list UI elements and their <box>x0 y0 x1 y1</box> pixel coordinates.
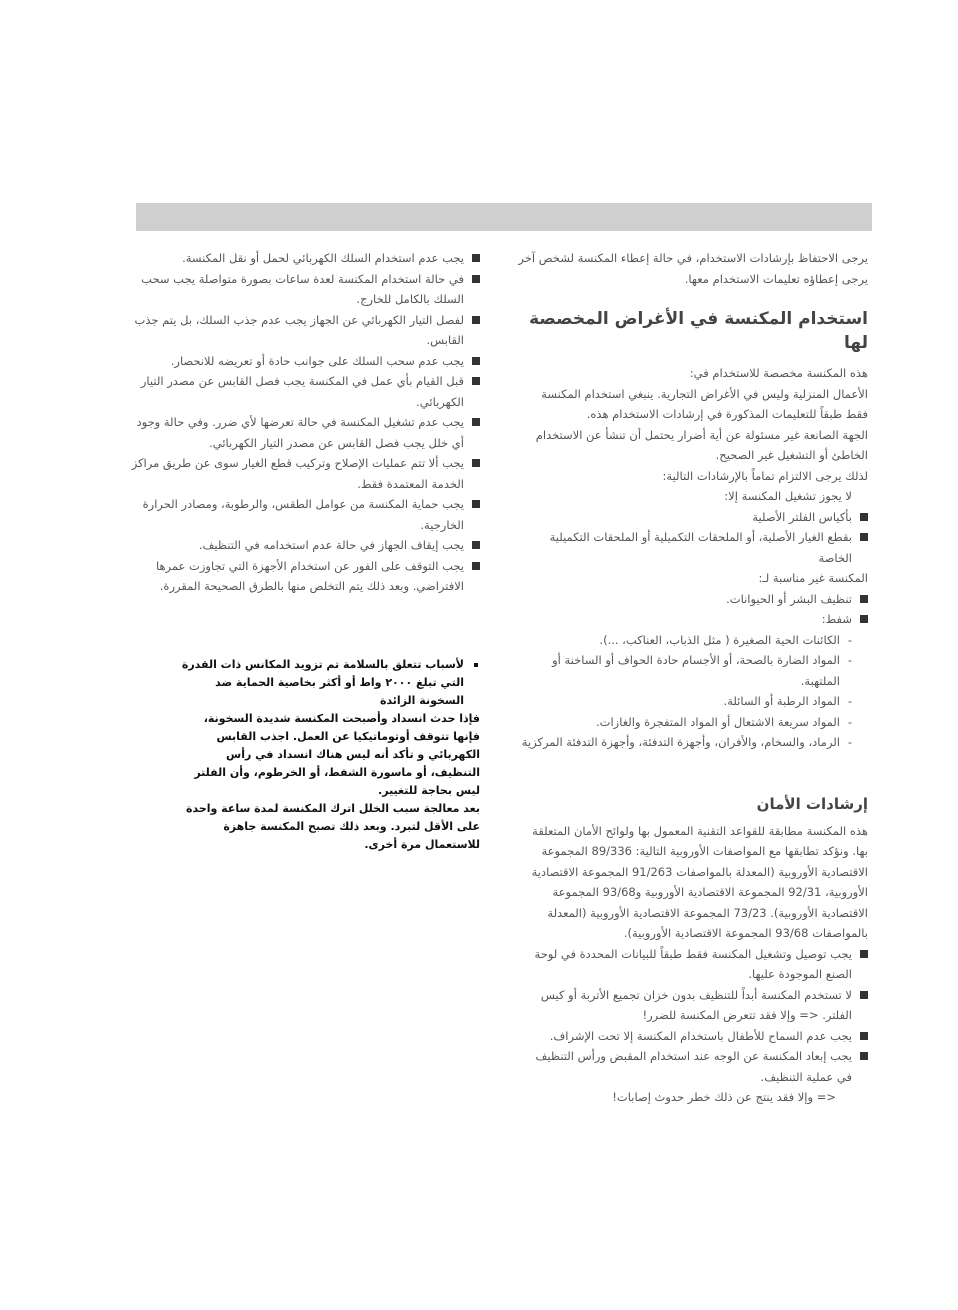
paragraph: لذلك يرجى الالتزام تماماً بالإرشادات التالية: <box>662 468 868 483</box>
warning-text: <= وإلا فقد ينتج عن ذلك خطر حدوث إصابات! <box>612 1090 836 1104</box>
list-item: - الرماد، والسخام، والأفران، وأجهزة التدفئة، وأجهزة التدفئة المركزية <box>518 732 852 753</box>
not-suitable-list <box>518 589 868 630</box>
list-item: يجب توصيل وتشغيل المكنسة فقط طبقاً للبيانات المحددة في لوحة الصنع الموجودة عليها. <box>518 944 868 985</box>
list-item: يجب التوقف على الفور عن استخدام الأجهزة التي تجاوزت عمرها الافتراضي. وبعد ذلك يتم التخلص منها بالطرق الصحيحة المقررة. <box>130 556 480 597</box>
list-item: لا تستخدم المكنسة أبداً للتنظيف بدون خزان تجميع الأتربة أو كيس الفلتر. <= وإلا فقد تتعرض المكنسة للضرر! <box>518 985 868 1026</box>
overheat-note-bullet: لأسباب تتعلق بالسلامة تم تزويد المكانس ذات القدرة التي تبلغ ٢٠٠٠ واط أو أكثر بخاصية الحماية ضد السخونة الزائدة <box>180 656 480 710</box>
list-item: يجب عدم استخدام السلك الكهربائي لحمل أو نقل المكنسة. <box>130 248 480 269</box>
list-item: - المواد الرطبة أو السائلة. <box>518 691 852 712</box>
paragraph: الجهة الصانعة غير مسئولة عن أية أضرار يحتمل أن تنشأ عن الاستخدام الخاطئ أو التشغيل غير الصحيح. <box>535 427 868 462</box>
list-item: يجب إيقاف الجهاز في حالة عدم استخدامه في التنظيف. <box>130 535 480 556</box>
right-column <box>518 248 868 1108</box>
list-item: لفصل التيار الكهربائي عن الجهاز يجب عدم جذب السلك، بل يتم جذب القابس. <box>130 310 480 351</box>
list-item: يجب عدم تشغيل المكنسة في حالة تعرضها لأي ضرر. وفي حالة وجود أي خلل يجب فصل القابس عن مصدر التيار الكهربائي. <box>130 412 480 453</box>
list-item: يجب عدم سحب السلك على جوانب حادة أو تعريضه للانحصار. <box>130 351 480 372</box>
safety-list <box>518 944 868 1088</box>
section-title-intended-use: استخدام المكنسة في الأغراض المخصصة لها <box>529 309 868 353</box>
paragraph: هذه المكنسة مطابقة للقواعد التقنية المعمول بها ولوائح الأمان المتعلقة بها. ونؤكد تطابقها مع المواصفات الأوروبية التالية: 89/336 المجموعة الاقتصادية الأوروبية (المعدلة بالمواصفات 91/263 المجموعة الاقتصادية الأوروبية، 92/31 المجموعة الاقتصادية الأوروبية و93/68 المجموعة الاقتصادية الأوروبية). 73/23 المجموعة الاقتصادية الأوروبية (المعدلة بالمواصفات 93/68 المجموعة الاقتصادية الأوروبية). <box>531 823 868 940</box>
list-item: شفط: <box>518 609 868 630</box>
cord-safety-list <box>130 248 480 597</box>
section-title-safety: إرشادات الأمان <box>756 794 868 813</box>
overheat-note-paragraph: بعد معالجة سبب الخلل اترك المكنسة لمدة ساعة واحدة على الأقل لتبرد. وبعد ذلك تصبح المكنسة جاهزة للاستعمال مرة أخرى. <box>185 802 480 851</box>
list-item: قبل القيام بأي عمل في المكنسة يجب فصل القابس عن مصدر التيار الكهربائي. <box>130 371 480 412</box>
list-item: يجب حماية المكنسة من عوامل الطقس، والرطوبة، ومصادر الحرارة الخارجية. <box>130 494 480 535</box>
list-item: في حالة استخدام المكنسة لعدة ساعات بصورة متواصلة يجب سحب السلك بالكامل للخارج. <box>130 269 480 310</box>
list-item: بأكياس الفلتر الأصلية <box>518 507 868 528</box>
paragraph: لا يجوز تشغيل المكنسة إلا: <box>724 489 852 503</box>
paragraph: الأعمال المنزلية وليس في الأغراض التجارية. ينبغي استخدام المكنسة فقط طبقاً للتعليمات المذكورة في إرشادات الاستخدام هذه. <box>541 386 868 421</box>
list-item: - الكائنات الحية الصغيرة ( مثل الذباب، العناكب، ...). <box>518 630 852 651</box>
left-column <box>130 248 480 597</box>
paragraph: هذه المكنسة مخصصة للاستخدام في: <box>689 366 868 380</box>
section-header-bar <box>136 203 872 231</box>
allowed-list <box>518 507 868 569</box>
overheat-note <box>180 656 480 854</box>
list-item: بقطع الغيار الأصلية، أو الملحقات التكميلية أو الملحقات التكميلية الخاصة <box>518 527 868 568</box>
list-item: تنظيف البشر أو الحيوانات. <box>518 589 868 610</box>
list-item: - المواد سريعة الاشتعال أو المواد المتفجرة والغازات. <box>518 712 852 733</box>
overheat-note-paragraph: فإذا حدث انسداد وأصبحت المكنسة شديدة السخونة، فإنها تتوقف أوتوماتيكيا عن العمل. اجذب القابس الكهربائي و تأكد أنه ليس هناك انسداد في رأس التنظيف، أو ماسورة الشفط، أو الخرطوم، وأن الفلتر ليس بحاجة للتغيير. <box>194 712 480 797</box>
suction-exclusions-list <box>518 630 868 753</box>
intro-text: يرجى الاحتفاظ بإرشادات الاستخدام، في حالة إعطاء المكنسة لشخص آخر يرجى إعطاؤه تعليمات الاستخدام معها. <box>518 251 868 286</box>
list-item: يجب إبعاد المكنسة عن الوجه عند استخدام المقبض ورأس التنظيف في عملية التنظيف. <box>518 1046 868 1087</box>
list-item: - المواد الضارة بالصحة، أو الأجسام حادة الحواف أو الساخنة أو الملتهبة. <box>518 650 852 691</box>
paragraph: المكنسة غير مناسبة لـ: <box>758 571 868 585</box>
list-item: يجب عدم السماح للأطفال باستخدام المكنسة إلا تحت الإشراف. <box>518 1026 868 1047</box>
list-item: يجب ألا تتم عمليات الإصلاح وتركيب قطع الغيار سوى عن طريق مراكز الخدمة المعتمدة فقط. <box>130 453 480 494</box>
